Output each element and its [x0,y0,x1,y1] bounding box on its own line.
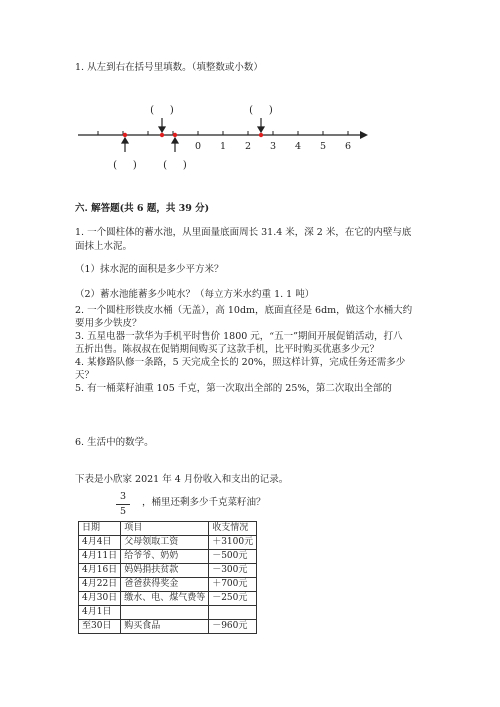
table-row [79,592,257,606]
arrow-up-icon [122,138,128,152]
section-title: 六. 解答题(共 6 题，共 39 分) [75,203,210,214]
cell-item: 爸爸获得奖金 [121,578,209,592]
point-b [160,133,164,137]
problem-1-sub-1: （1）抹水泥的面积是多少平方米？ [75,264,224,275]
cell-date: 4月4日 [79,536,121,550]
point-a [123,133,127,137]
problem-1-sub-2: （2）蓄水池能蓄多少吨水？（每立方米水约重 1. 1 吨） [75,289,315,300]
cell-item: 给爷爷、奶奶 [121,550,209,564]
cell-item [121,606,209,620]
table-row [79,620,257,634]
cell-item: 父母领取工资 [121,536,209,550]
problem-3-line-2: 五折出售。陈叔叔在促销期间购买了这款手机，比平时购买优惠多少元？ [75,344,380,355]
problem-1-line-1: 1. 一个圆柱体的蓄水池，从里面量底面周长 31.4 米，深 2 米，在它的内壁与底 [75,227,412,238]
table-row [79,550,257,564]
cell-date: 4月22日 [79,578,121,592]
problem-2-line-2: 要用多少铁皮？ [75,318,142,329]
cell-amount: －500元 [209,550,257,564]
problem-6-intro: 下表是小欣家 2021 年 4 月份收入和支出的记录。 [75,474,289,485]
answer-blank-top-2: ( ) [249,105,273,116]
income-expense-table [78,521,257,634]
table-row [79,536,257,550]
table-row [79,578,257,592]
arrow-down-icon [258,118,264,132]
fraction-denominator: 5 [119,506,127,517]
problem-4-line-1: 4. 某修路队修一条路，5 天完成全长的 20%，照这样计算，完成任务还需多少 [75,357,406,368]
problem-4-line-2: 天？ [75,370,95,381]
number-line-figure [78,96,368,176]
problem-3-line-1: 3. 五星电器一款华为手机平时售价 1800 元，“五一”期间开展促销活动，打八 [75,331,403,342]
tick-label-2: 2 [244,141,252,152]
cell-date: 4月30日 [79,592,121,606]
arrow-down-icon [159,118,165,132]
header-item: 项目 [121,522,209,536]
number-line-ticks [98,131,348,135]
table-row [79,606,257,620]
problem-5-line-1: 5. 有一桶菜籽油重 105 千克，第一次取出全部的 25%，第二次取出全部的 [75,383,392,394]
cell-amount: ＋3100元 [209,536,257,550]
cell-date: 4月1日 [79,606,121,620]
tick-label-6: 6 [344,141,352,152]
answer-blank-bottom-2: ( ) [163,160,187,171]
cell-item: 购买食品 [121,620,209,634]
fraction-bar [116,504,130,505]
tick-label-4: 4 [294,141,302,152]
cell-amount: －300元 [209,564,257,578]
point-d [259,133,263,137]
tick-label-1: 1 [219,141,227,152]
answer-blank-bottom-1: ( ) [113,160,137,171]
problem-6-title: 6. 生活中的数学。 [75,437,154,448]
cell-date: 至30日 [79,620,121,634]
cell-item: 缴水、电、煤气费等 [121,592,209,606]
point-c [173,133,177,137]
question-1-text: 1. 从左到右在括号里填数。（填整数或小数） [75,62,263,73]
tick-label-5: 5 [319,141,327,152]
tick-label-0: 0 [194,141,202,152]
arrow-up-icon [172,138,178,152]
number-line-arrowhead-icon [360,131,368,139]
answer-blank-top-1: ( ) [150,105,174,116]
cell-item: 妈妈捐扶贫款 [121,564,209,578]
header-date: 日期 [79,522,121,536]
problem-5-line-2: ，桶里还剩多少千克菜籽油？ [142,497,266,508]
tick-label-3: 3 [269,141,277,152]
table-header-row [79,522,257,536]
problem-2-line-1: 2. 一个圆柱形铁皮水桶（无盖），高 10dm，底面直径是 6dm，做这个水桶大约 [75,305,413,316]
cell-date: 4月11日 [79,550,121,564]
cell-amount [209,606,257,620]
cell-amount: －960元 [209,620,257,634]
fraction-three-fifths [116,491,130,518]
table-row [79,564,257,578]
cell-amount: －250元 [209,592,257,606]
fraction-numerator: 3 [119,491,127,502]
header-amount: 收支情况 [209,522,257,536]
cell-amount: ＋700元 [209,578,257,592]
cell-date: 4月16日 [79,564,121,578]
problem-1-line-2: 面抹上水泥。 [75,241,133,252]
